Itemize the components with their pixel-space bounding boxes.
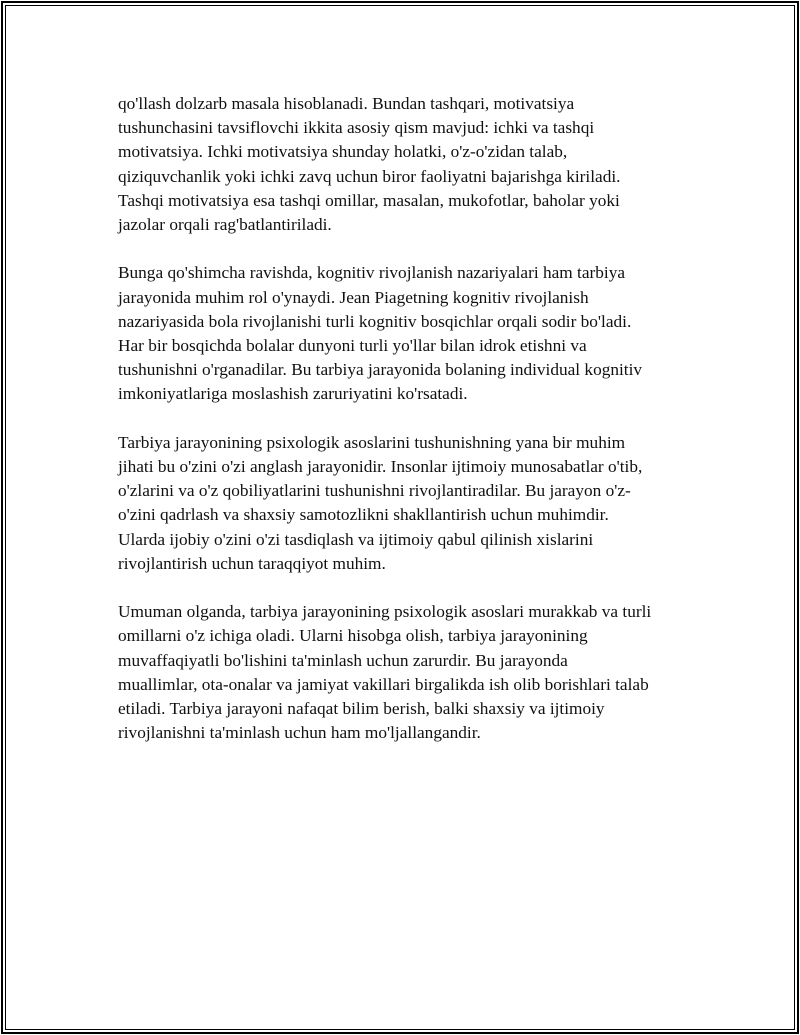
text-line: o'zini qadrlash va shaxsiy samotozlikni shakllantirish uchun muhimdir.: [118, 505, 609, 525]
text-line: o'zlarini va o'z qobiliyatlarini tushunishni rivojlantiradilar. Bu jarayon o'z-: [118, 481, 631, 501]
text-line: Ularda ijobiy o'zini o'zi tasdiqlash va ijtimoiy qabul qilinish xislarini: [118, 529, 594, 549]
text-line: Tarbiya jarayonining psixologik asoslarini tushunishning yana bir muhim: [118, 432, 626, 452]
text-line: Umuman olganda, tarbiya jarayonining psixologik asoslari murakkab va turli: [118, 602, 652, 622]
paragraph-motivation: [118, 92, 708, 237]
text-line: tushunishni o'rganadilar. Bu tarbiya jarayonida bolaning individual kognitiv: [118, 360, 643, 380]
text-line: Tashqi motivatsiya esa tashqi omillar, masalan, mukofotlar, baholar yoki: [118, 190, 620, 210]
paragraph-conclusion: [118, 600, 708, 745]
text-line: etiladi. Tarbiya jarayoni nafaqat bilim berish, balki shaxsiy va ijtimoiy: [118, 699, 605, 719]
paragraph-cognitive-development: [118, 261, 708, 406]
text-line: imkoniyatlariga moslashish zaruriyatini ko'rsatadi.: [118, 384, 468, 404]
text-line: jihati bu o'zini o'zi anglash jarayonidir. Insonlar ijtimoiy munosabatlar o'tib,: [118, 457, 643, 477]
text-line: rivojlantirish uchun taraqqiyot muhim.: [118, 553, 386, 573]
text-line: qo'llash dolzarb masala hisoblanadi. Bundan tashqari, motivatsiya: [118, 94, 575, 113]
text-line: muvaffaqiyatli bo'lishini ta'minlash uchun zarurdir. Bu jarayonda: [118, 650, 568, 670]
text-line: omillarni o'z ichiga oladi. Ularni hisobga olish, tarbiya jarayonining: [118, 626, 588, 646]
text-line: tushunchasini tavsiflovchi ikkita asosiy qism mavjud: ichki va tashqi: [118, 118, 595, 138]
text-line: Har bir bosqichda bolalar dunyoni turli yo'llar bilan idrok etishni va: [118, 336, 587, 356]
text-line: motivatsiya. Ichki motivatsiya shunday holatki, o'z-o'zidan talab,: [118, 142, 568, 162]
document-body: [118, 92, 708, 770]
text-line: rivojlanishni ta'minlash uchun ham mo'ljallangandir.: [118, 723, 481, 743]
paragraph-self-awareness: [118, 431, 708, 576]
text-line: Bunga qo'shimcha ravishda, kognitiv rivojlanish nazariyalari ham tarbiya: [118, 263, 626, 283]
text-line: jarayonida muhim rol o'ynaydi. Jean Piagetning kognitiv rivojlanish: [118, 287, 589, 307]
text-line: nazariyasida bola rivojlanishi turli kognitiv bosqichlar orqali sodir bo'ladi.: [118, 311, 632, 331]
text-line: jazolar orqali rag'batlantiriladi.: [118, 215, 332, 235]
text-line: qiziquvchanlik yoki ichki zavq uchun biror faoliyatni bajarishga kiriladi.: [118, 166, 621, 186]
text-line: muallimlar, ota-onalar va jamiyat vakillari birgalikda ish olib borishlari talab: [118, 674, 649, 694]
